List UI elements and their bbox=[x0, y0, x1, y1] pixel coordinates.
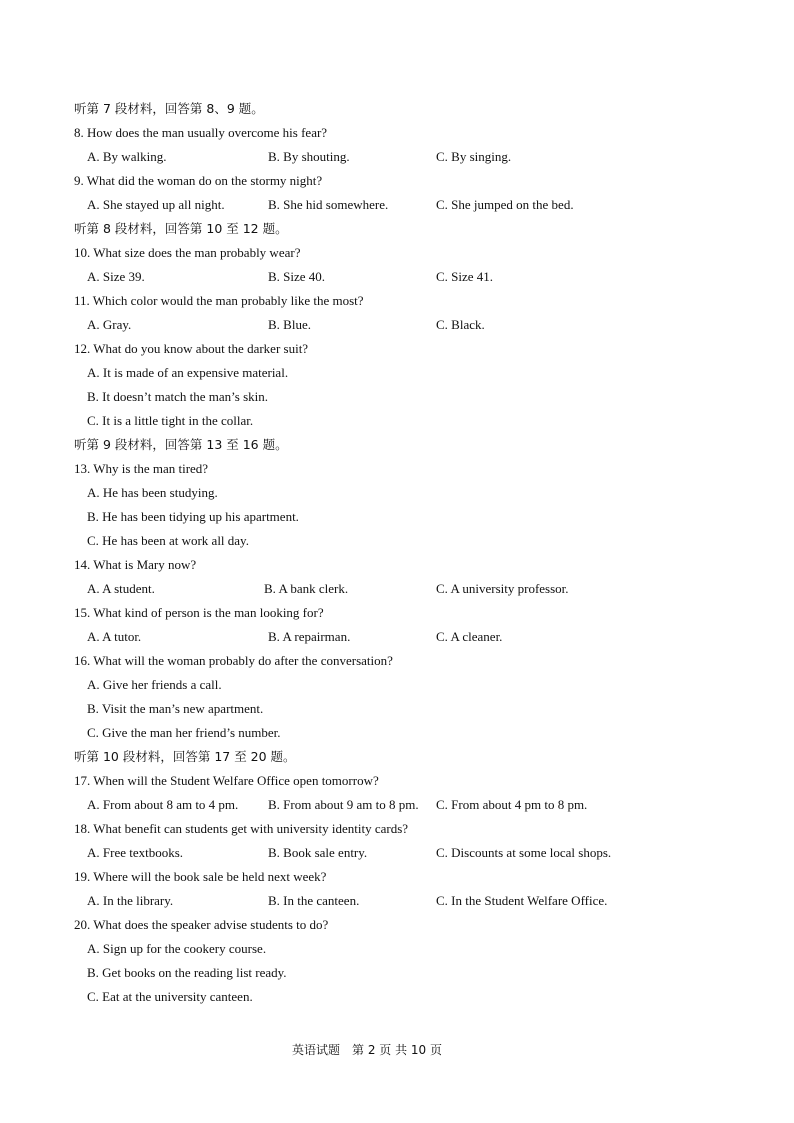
q20-option-b: B. Get books on the reading list ready. bbox=[87, 965, 287, 980]
q15-option-a: A. A tutor. bbox=[87, 629, 142, 644]
exam-page-content bbox=[74, 97, 754, 1009]
q13-option-c: C. He has been at work all day. bbox=[87, 533, 249, 548]
q14-option-a: A. A student. bbox=[87, 581, 155, 596]
q8-option-c: C. By singing. bbox=[436, 149, 512, 164]
q11-option-c: C. Black. bbox=[436, 317, 485, 332]
page-footer: 英语试题 第 2 页 共 10 页 bbox=[292, 1043, 442, 1057]
question-16: 16. What will the woman probably do after the conversation? bbox=[74, 653, 393, 668]
q14-option-b: B. A bank clerk. bbox=[264, 581, 349, 596]
q13-option-b: B. He has been tidying up his apartment. bbox=[87, 509, 299, 524]
question-8: 8. How does the man usually overcome his fear? bbox=[74, 125, 328, 140]
q17-option-a: A. From about 8 am to 4 pm. bbox=[87, 797, 239, 812]
question-17: 17. When will the Student Welfare Office open tomorrow? bbox=[74, 773, 379, 788]
q12-option-b: B. It doesn’t match the man’s skin. bbox=[87, 389, 269, 404]
question-20: 20. What does the speaker advise students to do? bbox=[74, 917, 329, 932]
question-9-options bbox=[74, 193, 754, 217]
question-11: 11. Which color would the man probably like the most? bbox=[74, 293, 364, 308]
section-heading-8: 听第 8 段材料，回答第 10 至 12 题。 bbox=[74, 221, 288, 236]
q18-option-a: A. Free textbooks. bbox=[87, 845, 184, 860]
q17-option-b: B. From about 9 am to 8 pm. bbox=[268, 797, 419, 812]
q8-option-b: B. By shouting. bbox=[268, 149, 350, 164]
q11-option-a: A. Gray. bbox=[87, 317, 132, 332]
q20-option-c: C. Eat at the university canteen. bbox=[87, 989, 253, 1004]
q20-option-a: A. Sign up for the cookery course. bbox=[87, 941, 267, 956]
section-heading-10: 听第 10 段材料，回答第 17 至 20 题。 bbox=[74, 749, 296, 764]
question-14-options bbox=[74, 577, 754, 601]
q10-option-a: A. Size 39. bbox=[87, 269, 145, 284]
q19-option-a: A. In the library. bbox=[87, 893, 174, 908]
section-heading-7: 听第 7 段材料，回答第 8、9 题。 bbox=[74, 101, 264, 116]
question-12: 12. What do you know about the darker suit? bbox=[74, 341, 309, 356]
q18-option-c: C. Discounts at some local shops. bbox=[436, 845, 612, 860]
q8-option-a: A. By walking. bbox=[87, 149, 167, 164]
q10-option-c: C. Size 41. bbox=[436, 269, 494, 284]
question-10: 10. What size does the man probably wear? bbox=[74, 245, 301, 260]
q18-option-b: B. Book sale entry. bbox=[268, 845, 368, 860]
q10-option-b: B. Size 40. bbox=[268, 269, 326, 284]
q16-option-b: B. Visit the man’s new apartment. bbox=[87, 701, 264, 716]
q12-option-a: A. It is made of an expensive material. bbox=[87, 365, 289, 380]
q16-option-c: C. Give the man her friend’s number. bbox=[87, 725, 281, 740]
q19-option-c: C. In the Student Welfare Office. bbox=[436, 893, 608, 908]
question-9: 9. What did the woman do on the stormy night? bbox=[74, 173, 323, 188]
question-19: 19. Where will the book sale be held next week? bbox=[74, 869, 327, 884]
question-18: 18. What benefit can students get with university identity cards? bbox=[74, 821, 409, 836]
question-10-options bbox=[74, 265, 754, 289]
question-19-options bbox=[74, 889, 754, 913]
q19-option-b: B. In the canteen. bbox=[268, 893, 360, 908]
question-14: 14. What is Mary now? bbox=[74, 557, 197, 572]
question-11-options bbox=[74, 313, 754, 337]
question-15: 15. What kind of person is the man looking for? bbox=[74, 605, 324, 620]
section-heading-9: 听第 9 段材料，回答第 13 至 16 题。 bbox=[74, 437, 288, 452]
question-15-options bbox=[74, 625, 754, 649]
question-13: 13. Why is the man tired? bbox=[74, 461, 209, 476]
question-17-options bbox=[74, 793, 754, 817]
q15-option-c: C. A cleaner. bbox=[436, 629, 503, 644]
q13-option-a: A. He has been studying. bbox=[87, 485, 218, 500]
q9-option-a: A. She stayed up all night. bbox=[87, 197, 225, 212]
q11-option-b: B. Blue. bbox=[268, 317, 311, 332]
q14-option-c: C. A university professor. bbox=[436, 581, 569, 596]
question-18-options bbox=[74, 841, 754, 865]
q15-option-b: B. A repairman. bbox=[268, 629, 351, 644]
q16-option-a: A. Give her friends a call. bbox=[87, 677, 222, 692]
q9-option-b: B. She hid somewhere. bbox=[268, 197, 389, 212]
q17-option-c: C. From about 4 pm to 8 pm. bbox=[436, 797, 588, 812]
q12-option-c: C. It is a little tight in the collar. bbox=[87, 413, 254, 428]
q9-option-c: C. She jumped on the bed. bbox=[436, 197, 574, 212]
question-8-options bbox=[74, 145, 754, 169]
